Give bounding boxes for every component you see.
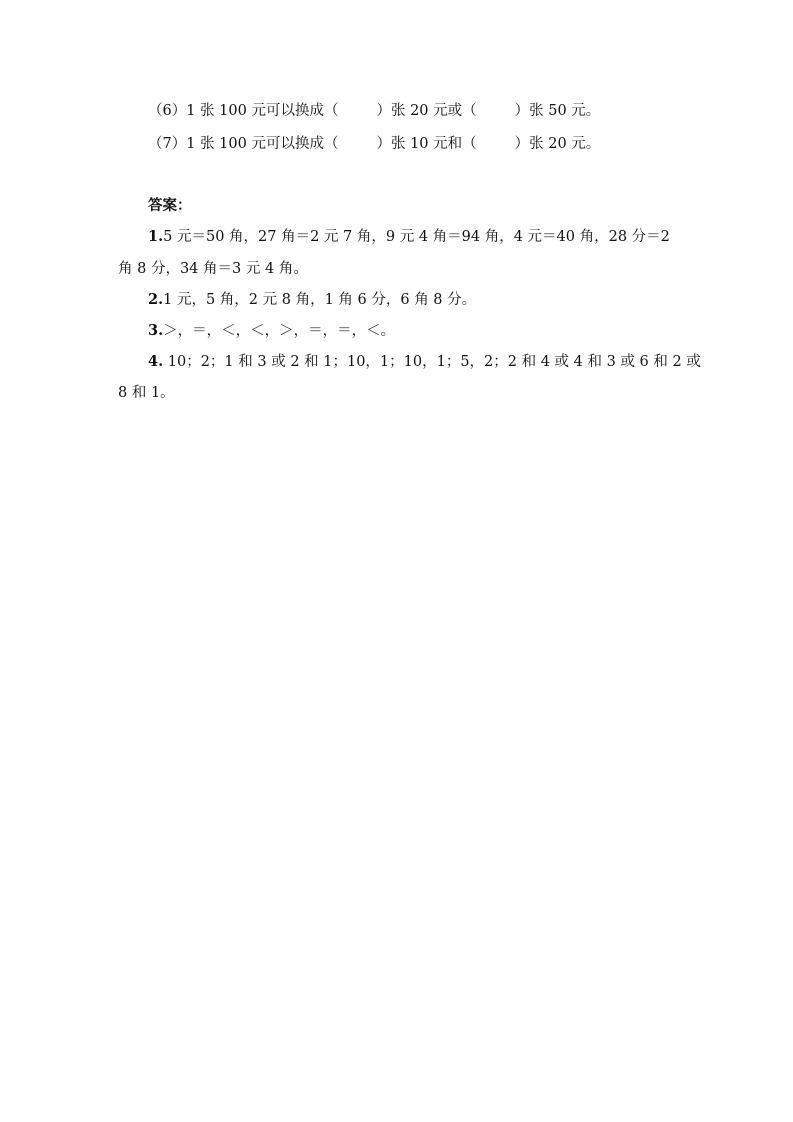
answer-2-text: 1 元，5 角，2 元 8 角，1 角 6 分，6 角 8 分。 [163,292,477,308]
answer-1-number: 1. [148,228,164,245]
question-7 [148,134,600,154]
question-6 [148,101,600,121]
answer-4-number: 4. [148,353,164,370]
answer-4-line-1 [148,352,701,372]
question-7-text-c: ）张 20 元。 [514,136,601,152]
question-7-text-a: 1 张 100 元可以换成（ [186,136,339,152]
answer-2 [148,290,476,310]
answer-3-number: 3. [148,322,164,339]
answer-1-line-2: 角 8 分，34 角＝3 元 4 角。 [118,261,308,277]
question-6-text-c: ）张 50 元。 [514,103,601,119]
answer-4-text: 10；2；1 和 3 或 2 和 1；10，1；10，1；5，2；2 和 4 或 4 和 3 或 6 和 2 或 [163,354,701,370]
answer-1-text: 5 元＝50 角，27 角＝2 元 7 角，9 元 4 角＝94 角，4 元＝40 角，28 分＝2 [163,229,670,245]
question-6-text-b: ）张 20 元或（ [376,103,477,119]
question-7-number: （7） [148,136,187,152]
question-6-text-a: 1 张 100 元可以换成（ [186,103,339,119]
question-7-text-b: ）张 10 元和（ [376,136,477,152]
answer-1-line-1 [148,227,670,247]
answer-3 [148,321,395,341]
answer-3-text: ＞，＝，＜，＜，＞，＝，＝，＜。 [163,323,396,339]
answer-4-line-2: 8 和 1。 [118,385,175,401]
question-6-number: （6） [148,103,187,119]
answers-heading: 答案： [148,197,192,214]
answer-2-number: 2. [148,291,164,308]
